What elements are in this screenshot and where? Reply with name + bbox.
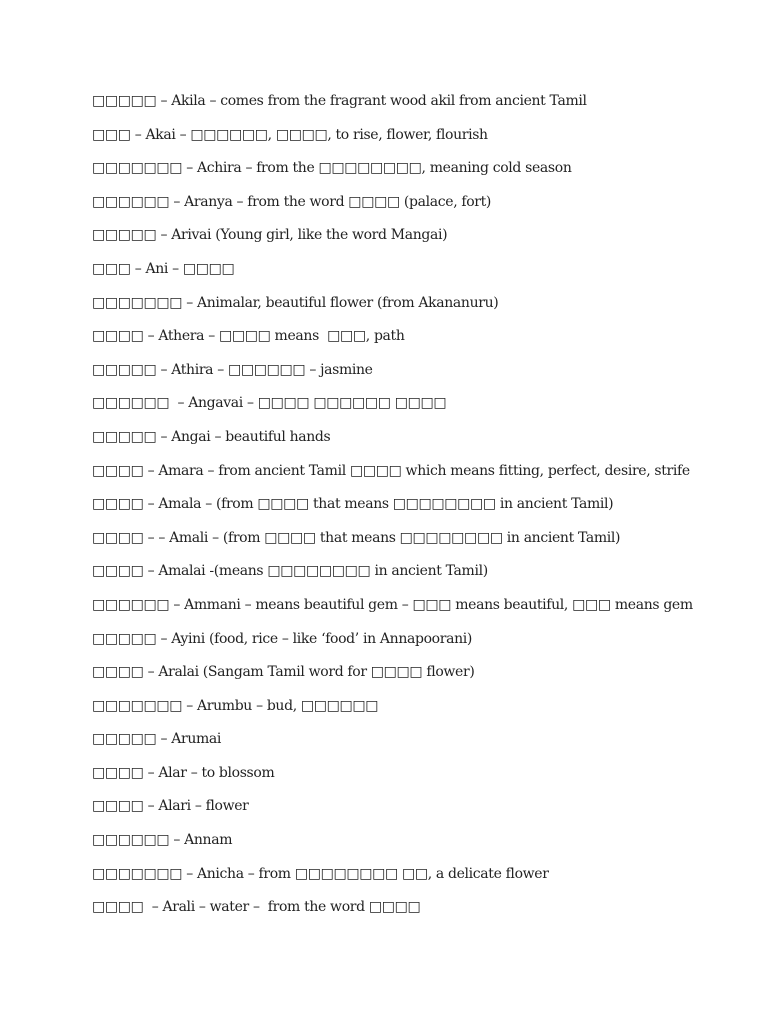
list-item: □□□□□□ – Ammani – means beautiful gem – □□□ means beautiful, □□□ means gem xyxy=(92,596,693,613)
list-item: □□□□□ – Athira – □□□□□□ – jasmine xyxy=(92,361,373,378)
list-item: □□□□□□ – Angavai – □□□□ □□□□□□ □□□□ xyxy=(92,395,447,412)
list-item: □□□□□ – Angai – beautiful hands xyxy=(92,428,331,445)
list-item: □□□□ – – Amali – (from □□□□ that means □□□□□□□□ in ancient Tamil) xyxy=(92,529,621,546)
list-item: □□□□ – Athera – □□□□ means □□□, path xyxy=(92,328,405,345)
list-item: □□□□□ – Akila – comes from the fragrant wood akil from ancient Tamil xyxy=(92,93,587,109)
list-item: □□□□□□□ – Anicha – from □□□□□□□□ □□, a delicate flower xyxy=(92,865,549,882)
list-item: □□□□□□□ – Achira – from the □□□□□□□□, meaning cold season xyxy=(92,160,572,177)
list-item: □□□□□□ – Aranya – from the word □□□□ (palace, fort) xyxy=(92,193,492,210)
list-item: □□□□□□□ – Arumbu – bud, □□□□□□ xyxy=(92,697,379,714)
list-item: □□□□ – Amala – (from □□□□ that means □□□□□□□□ in ancient Tamil) xyxy=(92,496,614,513)
name-list xyxy=(92,89,752,929)
list-item: □□□□□□ – Annam xyxy=(92,832,233,849)
list-item: □□□□ – Arali – water – from the word □□□□ xyxy=(92,899,421,916)
list-item: □□□□ – Aralai (Sangam Tamil word for □□□□ flower) xyxy=(92,664,475,681)
list-item: □□□□ – Amalai -(means □□□□□□□□ in ancient Tamil) xyxy=(92,563,488,580)
list-item: □□□□ – Alar – to blossom xyxy=(92,764,275,781)
list-item: □□□ – Akai – □□□□□□, □□□□, to rise, flower, flourish xyxy=(92,126,488,143)
list-item: □□□□ – Alari – flower xyxy=(92,798,249,815)
list-item: □□□ – Ani – □□□□ xyxy=(92,260,235,277)
list-item: □□□□□□□ – Animalar, beautiful flower (from Akananuru) xyxy=(92,294,499,311)
list-item: □□□□□ – Arivai (Young girl, like the word Mangai) xyxy=(92,227,448,244)
list-item: □□□□ – Amara – from ancient Tamil □□□□ which means fitting, perfect, desire, strife xyxy=(92,462,690,479)
list-item: □□□□□ – Ayini (food, rice – like ‘food’ in Annapoorani) xyxy=(92,630,472,647)
list-item: □□□□□ – Arumai xyxy=(92,731,222,748)
